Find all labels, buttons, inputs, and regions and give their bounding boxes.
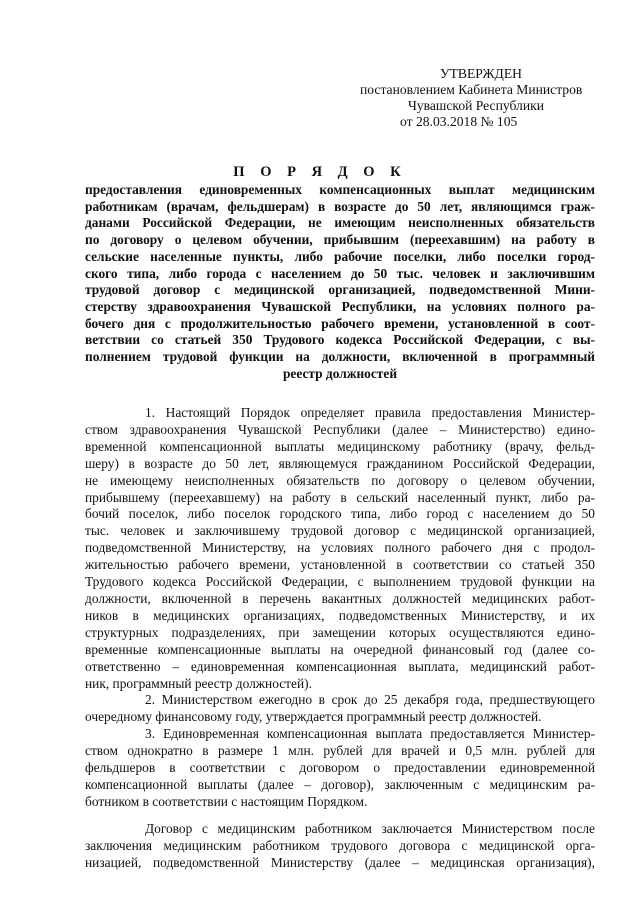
paragraph-1-line: Трудового кодекса Российской Федерации, с выполнением трудовой функции на: [85, 574, 595, 590]
paragraph-1-line: не имеющему неисполненных обязательств по договору о целевом обучении,: [85, 472, 595, 488]
paragraph-1-line: структурных подразделениях, при замещении которых осуществляются едино-: [85, 624, 595, 640]
subtitle-line: бочего дня с продолжительностью рабочего времени, установленной в соот-: [85, 315, 595, 331]
subtitle-line: стерству здравоохранения Чувашской Республики, на условиях полного ра-: [85, 298, 595, 314]
paragraph-3-line: 3. Единовременная компенсационная выплата предоставляется Министер-: [145, 726, 595, 742]
subtitle-line: по договору о целевом обучении, прибывшим (переехавшим) на работу в: [85, 232, 595, 248]
paragraph-4-line: низацией, подведомственной Министерству (далее – медицинская организация),: [85, 854, 595, 870]
approval-heading: УТВЕРЖДЕН: [440, 66, 522, 81]
paragraph-3-line: ством однократно в размере 1 млн. рублей для врачей и 0,5 млн. рублей для: [85, 743, 595, 759]
subtitle-line: трудовой договор с медицинской организацией, подведомственной Мини-: [85, 282, 595, 298]
subtitle-line: ветствии со статьей 350 Трудового кодекса Российской Федерации, с вы-: [85, 332, 595, 348]
paragraph-4-line: Договор с медицинским работником заключается Министерством после: [145, 820, 595, 836]
subtitle-line: данами Российской Федерации, не имеющим неисполненных обязательств: [85, 215, 595, 231]
document-title: П О Р Я Д О К: [233, 164, 407, 180]
subtitle-line: работникам (врачам, фельдшерам) в возрасте до 50 лет, являющимся граж-: [85, 198, 595, 214]
paragraph-1-line: подведомственной Министерству, на условиях полного рабочего дня с продол-: [85, 540, 595, 556]
paragraph-1-line: ник, программный реестр должностей).: [85, 675, 312, 691]
paragraph-1-line: временные компенсационные выплаты на очередной финансовый год (далее со-: [85, 641, 595, 657]
paragraph-3-line: ботником в соответствии с настоящим Порядком.: [85, 793, 368, 809]
paragraph-spacer: [85, 811, 595, 821]
paragraph-2-line: 2. Министерством ежегодно в срок до 25 декабря года, предшествующего: [145, 692, 595, 708]
paragraph-1-line: ответственно – единовременная компенсационная выплата, медицинский работ-: [85, 658, 595, 674]
paragraph-3-line: компенсационной выплаты (далее – договор), заключенным с медицинским ра-: [85, 776, 595, 792]
paragraph-1-line: ством здравоохранения Чувашской Республики (далее – Министерство) едино-: [85, 421, 595, 437]
paragraph-1-line: должности, включенной в перечень вакантных должностей медицинских работ-: [85, 590, 595, 606]
paragraph-3-line: фельдшеров в соответствии с договором о предоставлении единовременной: [85, 760, 595, 776]
document-subtitle: [85, 182, 595, 382]
paragraph-1-line: бочий поселок, либо поселок городского типа, либо город с населением до 50: [85, 506, 595, 522]
paragraph-1-line: тыс. человек и заключившему трудовой договор с медицинской организацией,: [85, 523, 595, 539]
paragraph-1-line: прибывшему (переехавшему) на работу в сельский населенный пункт, либо ра-: [85, 489, 595, 505]
approval-resolution: постановлением Кабинета Министров: [360, 82, 583, 97]
paragraph-4-line: заключения медицинским работником трудового договора с медицинской орга-: [85, 837, 595, 853]
paragraph-1-line: ников в медицинских организациях, подведомственных Министерству, и их: [85, 607, 595, 623]
subtitle-line: предоставления единовременных компенсационных выплат медицинским: [85, 182, 595, 197]
subtitle-line: полнением трудовой функции на должности, включенной в программный: [85, 349, 595, 365]
approval-stamp: [360, 66, 620, 130]
document-body: [85, 405, 595, 871]
subtitle-line: сельские населенные пункты, либо рабочие поселки, либо поселки город-: [85, 248, 595, 264]
subtitle-line: ского типа, либо города с населением до 50 тыс. человек и заключившим: [85, 265, 595, 281]
approval-republic: Чувашской Республики: [408, 98, 544, 113]
approval-date-number: от 28.03.2018 № 105: [400, 114, 518, 129]
paragraph-1-line: шеру) в возрасте до 50 лет, являющемуся гражданином Российской Федерации,: [85, 455, 595, 471]
paragraph-1-line: временной компенсационной выплаты медицинскому работнику (врачу, фельд-: [85, 438, 595, 454]
paragraph-1-line: жительностью рабочего времени, установленной в соответствии со статьей 350: [85, 557, 595, 573]
paragraph-1-line: 1. Настоящий Порядок определяет правила предоставления Министер-: [145, 405, 595, 420]
paragraph-2-line: очередному финансовому году, утверждается программный реестр должностей.: [85, 709, 542, 725]
subtitle-line: реестр должностей: [282, 365, 398, 381]
